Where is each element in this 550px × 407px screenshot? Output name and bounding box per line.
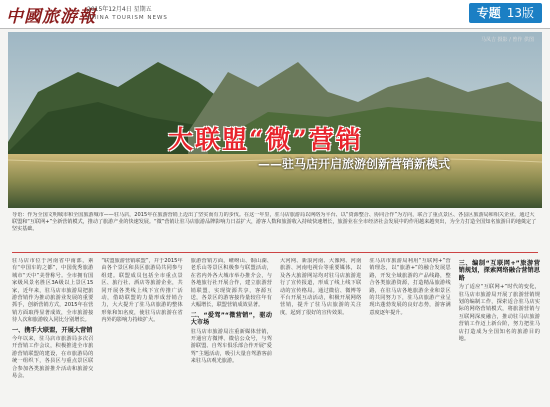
column-1-text: 驻马店市位于河南省中南部，素有“中国车的之都”，中国优秀旅游城市“天中”美誉称号。全市拥有国家级风景名胜区3A级以上景区15家，近年来，驻马店市旅游局把旅游营销作为推动旅游业发展的重要抓手，创新营销方式，2015年在营销方面取得显著成效，全市旅游接待人次和旅游收入同比分别增长。: [12, 258, 94, 324]
column-1-text-2: 今年以来，驻马店市旅游局多次召开营销工作会议，积极推进全市旅游营销联盟的建设，在市旅游局的统一组织下，各县区与重点景区联合参加各类旅游推介活动和旅游交易会。: [12, 336, 94, 380]
column-3-text-2: 驻马店市旅游局注重新媒体营销，开通官方微博、微信公众号，与驾游联盟、自驾车俱乐部合作开展“爱驾”主题活动，吸引大量自驾游客前来驻马店观光旅游。: [190, 328, 272, 365]
section-label: 专题: [476, 6, 501, 20]
article-column-4: [280, 258, 361, 404]
page-number: 13版: [506, 6, 534, 20]
section-heading-2: 二、“爱驾”“微营销”，驱动大市场: [190, 311, 272, 327]
section-badge: [469, 3, 542, 23]
article-column-5: [369, 258, 450, 404]
issue-date: 2015年12月4日 星期五: [87, 6, 152, 13]
subheadline: ——驻马店开启旅游创新营销新模式: [258, 157, 451, 171]
headline: 大联盟“微”营销: [168, 125, 363, 154]
article-column-3: [191, 258, 272, 404]
article-column-6: [459, 258, 540, 404]
column-4-text: 大河网、新浪河南、大豫网、河南旅游、河南电视台等重要媒体，以及各大旅游网站均对驻马店旅游进行了宣传报道，形成了线上线下联动的宣传格局。通过微信、微博等平台开展互动活动，积极开展网络营销，提升了驻马店旅游的关注度，起到了很好的宣传效果。: [279, 258, 362, 316]
paper-english-name: CHINA TOURISM NEWS: [87, 15, 168, 21]
article-column-1: [12, 258, 93, 404]
article-columns: [12, 258, 540, 404]
section-heading-1: 一、携手大联盟，开展大营销: [12, 326, 93, 334]
column-6-text: 为了适应“互联网+”时代的变化，驻马店市旅游局开展了旅游营销规划的编制工作，探索适合驻马店实际的网络营销模式，将旅游营销与互联网深度融合，推动驻马店旅游营销工作迈上新台阶，努力把驻马店打造成为全国知名的旅游目的地。: [458, 284, 540, 343]
section-heading-3: 三、编制“互联网+”旅游营销规划，探索网络融合营销思路: [458, 260, 540, 282]
lead-paragraph: 导语：作为全国文明城市和全国旅游城市——驻马店，2015年在旅游营销上迈出了坚实而有力的步伐。在这一年里，驻马店旅游局以网络为平台、以“资源整合、协同合作”为方向，联合了重点景区、各县区旅游局和相关企业，通过大联盟和“互联网+”全新营销模式，推动了旅游产业的快速发展。“微”营销让驻马店旅游品牌影响力日益扩大，游客人数和旅游收入持续快速增长，旅游业在全市经济社会发展中的作用越来越突出，为全力打造全国知名旅游目的地奠定了坚实基础。: [12, 212, 538, 253]
column-5-text: 驻马店市旅游局利用“互联网+”营销理念，以“旅游+”的融合发展思路，开发全域旅游的产品线路，整合各类旅游资源，打造精品旅游线路，在驻马店各地旅游企业和景区的共同努力下，驻马店旅游产业呈现出蓬勃发展的良好态势，游客满意度逐年提升。: [369, 258, 451, 316]
photo-credit: 马凤吉 摄影 / 曾作 供图: [480, 37, 534, 43]
column-2-text: “联盟旅游营销联盟”，并于2015年由各个景区和县区旅游局共同参与组建。联盟成员包括全市重点景区、旅行社、酒店等旅游企业，共同开展各类线上线下宣传推广活动，借助联盟的力量形成营销合力，大大提升了驻马店旅游的整体形象和知名度，使驻马店旅游在省内外的影响力持续扩大。: [101, 258, 183, 324]
article-column-2: [101, 258, 182, 404]
newspaper-logo: 中國旅游報: [6, 7, 96, 27]
column-3-text: 旅游营销方面，嵖岈山、铜山湖、老乐山等景区积极参与联盟活动，在省内外各大城市举办推介会，与各地旅行社开展合作，建立旅游营销联盟，实现资源共享，客源互送，各景区的游客接待量较往年有大幅增长，联盟营销成效显著。: [190, 258, 272, 309]
masthead: [0, 0, 550, 29]
